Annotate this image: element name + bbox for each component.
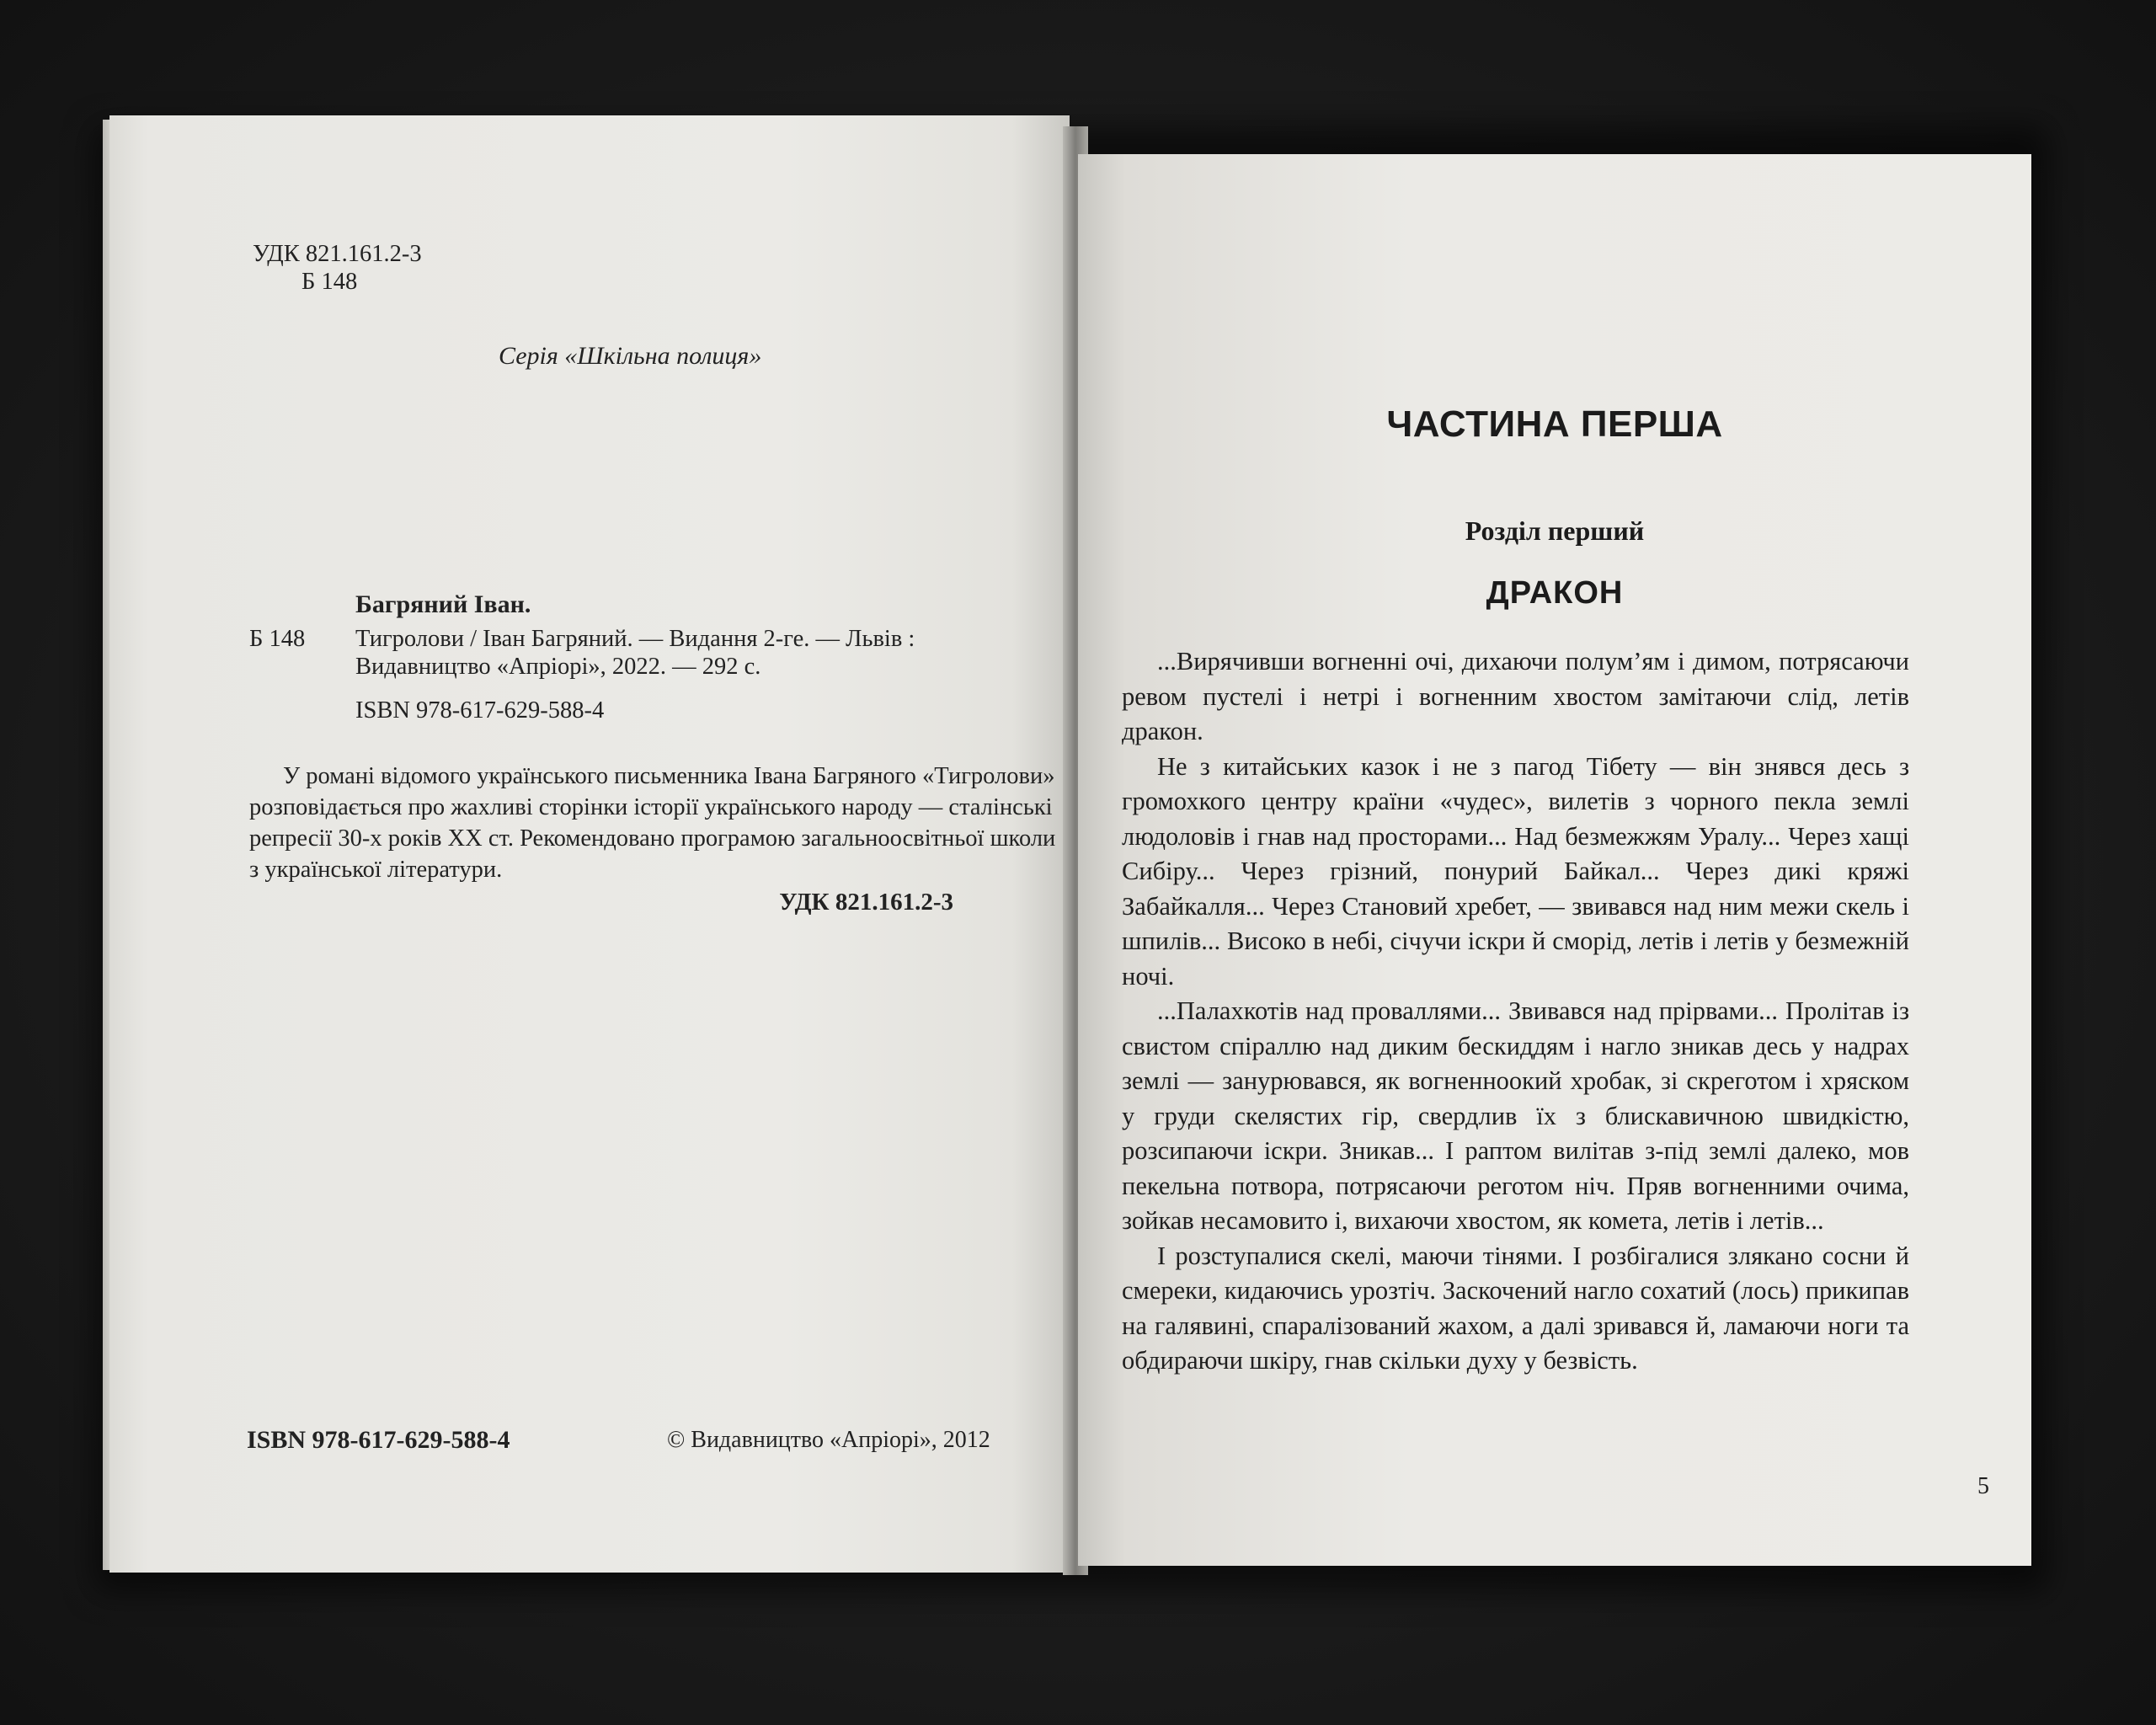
paragraph: Не з китайських казок і не з пагод Тібету — він знявся десь з громохкого центру країни «чудес», вилетів з чорного пекла землі людоловів і гнав над просторами... Над безмежжям Уралу... Через хащі Сибіру... Через грізний, понурий Байкал... Через дикі кряжі Забайкалля... Через Становий хребет, — звивався над ним межи скель і шпилів... Високо в небі, січучи іскри й сморід, летів і летів у безмежній ночі. xyxy=(1122,751,1909,991)
bibliographic-entry: Тигролови / Іван Багряний. — Видання 2-ге. — Львів : Видавництво «Апріорі», 2022. — 292 с. xyxy=(355,626,915,681)
chapter-name: ДРАКОН xyxy=(1486,575,1624,611)
annotation: У романі відомого українського письменника Івана Багряного «Тигролови» розповідається про жахливі сторінки історії українського народу — сталінські репресії 30-х років ХХ ст. Рекомендовано програмою загальноосвітньої школи з української літератури. xyxy=(249,763,1056,884)
udk-bottom: УДК 821.161.2-3 xyxy=(779,889,953,916)
isbn-line: ISBN 978-617-629-588-4 xyxy=(355,697,605,724)
udk-code: УДК 821.161.2-3 xyxy=(253,241,422,267)
isbn-bold: ISBN 978-617-629-588-4 xyxy=(247,1426,510,1454)
chapter-title: Розділ перший xyxy=(1465,515,1645,546)
author-heading: Багряний Іван. xyxy=(355,590,531,618)
udk-block xyxy=(253,240,422,296)
author-mark: Б 148 xyxy=(302,269,358,296)
paragraph: І розступалися скелі, маючи тінями. І розбігалися злякано сосни й смереки, кидаючись урозтіч. Заскочений нагло сохатий (лось) прикипав на галявині, спаралізований жахом, а далі зривався й, ламаючи ноги та обдираючи шкіру, гнав скільки духу у безвість. xyxy=(1122,1241,1909,1375)
body-text xyxy=(1122,644,1909,1379)
left-page xyxy=(109,115,1070,1573)
page-number: 5 xyxy=(1977,1473,1989,1499)
series-title: Серія «Шкільна полиця» xyxy=(499,342,762,370)
part-title: ЧАСТИНА ПЕРША xyxy=(1386,403,1723,445)
copyright: © Видавництво «Апріорі», 2012 xyxy=(667,1427,990,1453)
author-mark-2: Б 148 xyxy=(249,626,306,652)
paragraph: ...Вирячивши вогненні очі, дихаючи полум’ям і димом, потрясаючи ревом пустелі і нетрі і вогненним хвостом замітаючи слід, летів дракон. xyxy=(1122,647,1909,745)
right-page xyxy=(1078,154,2031,1566)
paragraph: ...Палахкотів над проваллями... Звивався над прірвами... Пролітав із свистом спіраллю над диким бескиддям і нагло зникав десь у надрах землі — занурювався, як вогненноокий хробак, зі скреготом і хряском у груди скелястих гір, свердлив їх з блискавичною швидкістю, розсипаючи іскри. Зникав... І раптом вилітав з-під землі далеко, мов пекельна потвора, потрясаючи реготом ніч. Пряв вогненними очима, зойкав несамовито і, вихаючи хвостом, як комета, летів і летів... xyxy=(1122,996,1909,1235)
